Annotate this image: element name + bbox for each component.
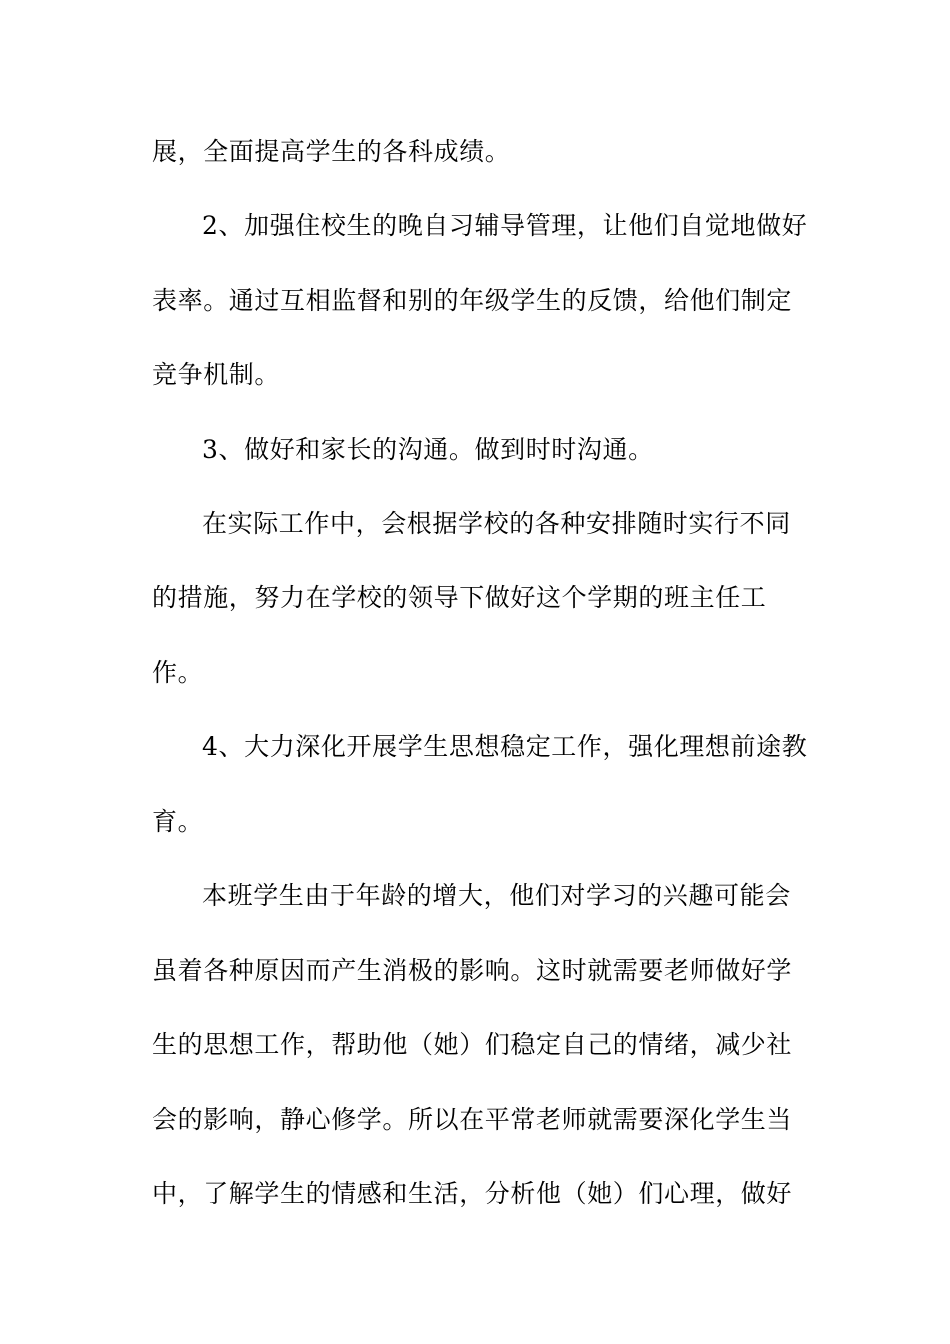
text-line: 虽着各种原因而产生消极的影响。这时就需要老师做好学: [152, 956, 793, 985]
text-line: 会的影响，静心修学。所以在平常老师就需要深化学生当: [152, 1105, 793, 1134]
text-line: 育。: [152, 807, 204, 836]
text-line: 4、大力深化开展学生思想稳定工作，强化理想前途教: [202, 732, 808, 761]
text-line: 本班学生由于年龄的增大，他们对学习的兴趣可能会: [202, 881, 791, 910]
text-line: 3、做好和家长的沟通。做到时时沟通。: [202, 435, 654, 464]
text-line: 的措施，努力在学校的领导下做好这个学期的班主任工: [152, 583, 767, 612]
text-line: 展，全面提高学生的各科成绩。: [152, 137, 511, 166]
text-line: 生的思想工作，帮助他（她）们稳定自己的情绪，减少社: [152, 1030, 793, 1059]
text-line: 2、加强住校生的晚自习辅导管理，让他们自觉地做好: [202, 211, 808, 240]
text-line: 竞争机制。: [152, 360, 281, 389]
text-line: 作。: [152, 658, 204, 687]
text-line: 在实际工作中，会根据学校的各种安排随时实行不同: [202, 509, 791, 538]
text-line: 中，了解学生的情感和生活，分析他（她）们心理，做好: [152, 1179, 793, 1208]
text-line: 表率。通过互相监督和别的年级学生的反馈，给他们制定: [152, 286, 793, 315]
